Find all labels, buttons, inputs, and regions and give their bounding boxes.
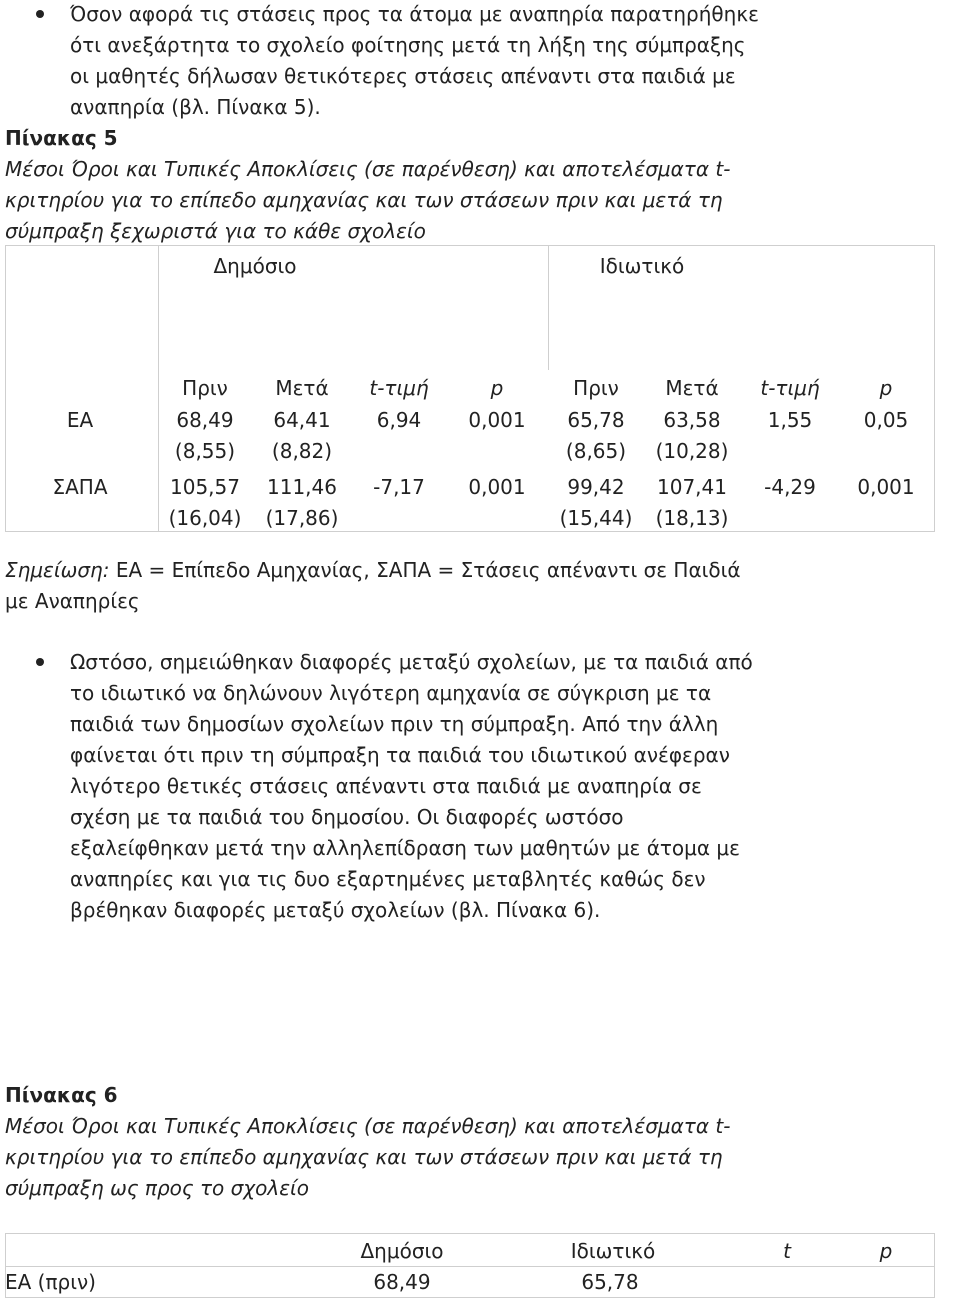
note-line — [5, 555, 741, 586]
table-5-column-header: Πριν — [573, 376, 619, 400]
table-5-group-header-private: Ιδιωτικό — [599, 254, 685, 278]
caption-line: κριτηρίου για το επίπεδο αμηχανίας και των στάσεων πριν και μετά τη — [5, 188, 723, 212]
table-5-cell-value: -4,29 — [764, 475, 816, 499]
table-5-group-header-public: Δημόσιο — [213, 254, 297, 278]
table-6-column-header: p — [879, 1239, 893, 1263]
paragraph-1 — [70, 0, 759, 123]
note-line: με Αναπηρίες — [5, 589, 140, 613]
table-5-cell-sd: (15,44) — [559, 506, 633, 530]
table-6-cell-value: 65,78 — [581, 1270, 639, 1294]
table-5-caption — [5, 154, 730, 247]
paragraph-line: λιγότερο θετικές στάσεις απέναντι στα παιδιά με αναπηρία σε — [70, 774, 702, 798]
paragraph-line: αναπηρίες και για τις δυο εξαρτημένες μεταβλητές καθώς δεν — [70, 867, 706, 891]
table-5-note — [5, 555, 741, 617]
table-5-column-header: p — [879, 376, 893, 400]
table-5-title: Πίνακας 5 — [5, 126, 118, 150]
bullet-icon — [36, 10, 44, 18]
paragraph-line: οι μαθητές δήλωσαν θετικότερες στάσεις απέναντι στα παιδιά με — [70, 64, 736, 88]
table-5-cell-sd: (8,82) — [271, 439, 333, 463]
note-label: Σημείωση: — [5, 558, 110, 582]
table-5-group-divider — [548, 245, 549, 370]
table-5-cell-sd: (18,13) — [655, 506, 729, 530]
table-5-cell-sd: (10,28) — [655, 439, 729, 463]
paragraph-line: αναπηρία (βλ. Πίνακα 5). — [70, 95, 321, 119]
table-5-cell-value: 1,55 — [767, 408, 813, 432]
paragraph-line: εξαλείφθηκαν μετά την αλληλεπίδραση των μαθητών με άτομα με — [70, 836, 740, 860]
table-5-cell-sd: (16,04) — [168, 506, 242, 530]
caption-line: Μέσοι Όροι και Τυπικές Αποκλίσεις (σε παρένθεση) και αποτελέσματα t- — [5, 157, 731, 181]
table-5-cell-value: 107,41 — [657, 475, 727, 499]
table-5-cell-value: 6,94 — [376, 408, 422, 432]
paragraph-2 — [70, 647, 753, 926]
table-6-title: Πίνακας 6 — [5, 1083, 118, 1107]
table-5-column-header: Μετά — [665, 376, 719, 400]
table-5-cell-value: 64,41 — [273, 408, 331, 432]
paragraph-line: φαίνεται ότι πριν τη σύμπραξη τα παιδιά του ιδιωτικού ανέφεραν — [70, 743, 730, 767]
table-5-cell-value: -7,17 — [373, 475, 425, 499]
table-5-column-header: Μετά — [275, 376, 329, 400]
paragraph-line: Όσον αφορά τις στάσεις προς τα άτομα με αναπηρία παρατηρήθηκε — [70, 2, 759, 26]
paragraph-line: Ωστόσο, σημειώθηκαν διαφορές μεταξύ σχολείων, με τα παιδιά από — [70, 650, 753, 674]
table-6-column-header: Ιδιωτικό — [570, 1239, 656, 1263]
table-5-row-label: ΕΑ — [66, 408, 94, 432]
caption-line: κριτηρίου για το επίπεδο αμηχανίας και των στάσεων πριν και μετά τη — [5, 1145, 723, 1169]
table-5-cell-value: 0,05 — [863, 408, 909, 432]
table-5-cell-sd: (8,65) — [565, 439, 627, 463]
paragraph-line: το ιδιωτικό να δηλώνουν λιγότερη αμηχανία σε σύγκριση με τα — [70, 681, 712, 705]
table-5-cell-value: 0,001 — [468, 408, 526, 432]
table-6-column-header: t — [783, 1239, 791, 1263]
table-6-caption — [5, 1111, 730, 1204]
table-5-cell-value: 65,78 — [567, 408, 625, 432]
table-6-column-header: Δημόσιο — [360, 1239, 444, 1263]
table-6-row-label: ΕΑ (πριν) — [5, 1270, 96, 1294]
table-5-cell-value: 111,46 — [267, 475, 337, 499]
table-5-row-label: ΣΑΠΑ — [52, 475, 108, 499]
bullet-icon — [36, 658, 44, 666]
table-5-cell-sd: (17,86) — [265, 506, 339, 530]
paragraph-line: παιδιά των δημοσίων σχολείων πριν τη σύμπραξη. Από την άλλη — [70, 712, 719, 736]
caption-line: σύμπραξη ξεχωριστά για το κάθε σχολείο — [5, 219, 426, 243]
table-5-cell-sd: (8,55) — [174, 439, 236, 463]
caption-line: Μέσοι Όροι και Τυπικές Αποκλίσεις (σε παρένθεση) και αποτελέσματα t- — [5, 1114, 731, 1138]
table-5-column-header: Πριν — [182, 376, 228, 400]
table-5-column-header: t-τιμή — [760, 376, 820, 400]
table-5-cell-value: 63,58 — [663, 408, 721, 432]
paragraph-line: ότι ανεξάρτητα το σχολείο φοίτησης μετά τη λήξη της σύμπραξης — [70, 33, 746, 57]
table-5-cell-value: 99,42 — [567, 475, 625, 499]
note-text: ΕΑ = Επίπεδο Αμηχανίας, ΣΑΠΑ = Στάσεις απέναντι σε Παιδιά — [115, 558, 741, 582]
table-5-column-header: t-τιμή — [369, 376, 429, 400]
table-6-cell-value: 68,49 — [373, 1270, 431, 1294]
table-5-cell-value: 0,001 — [857, 475, 915, 499]
caption-line: σύμπραξη ως προς το σχολείο — [5, 1176, 310, 1200]
table-5-cell-value: 68,49 — [176, 408, 234, 432]
paragraph-line: βρέθηκαν διαφορές μεταξύ σχολείων (βλ. Πίνακα 6). — [70, 898, 601, 922]
table-5-column-header: p — [490, 376, 504, 400]
paragraph-line: σχέση με τα παιδιά του δημοσίου. Οι διαφορές ωστόσο — [70, 805, 624, 829]
table-5-cell-value: 105,57 — [170, 475, 240, 499]
table-5-cell-value: 0,001 — [468, 475, 526, 499]
